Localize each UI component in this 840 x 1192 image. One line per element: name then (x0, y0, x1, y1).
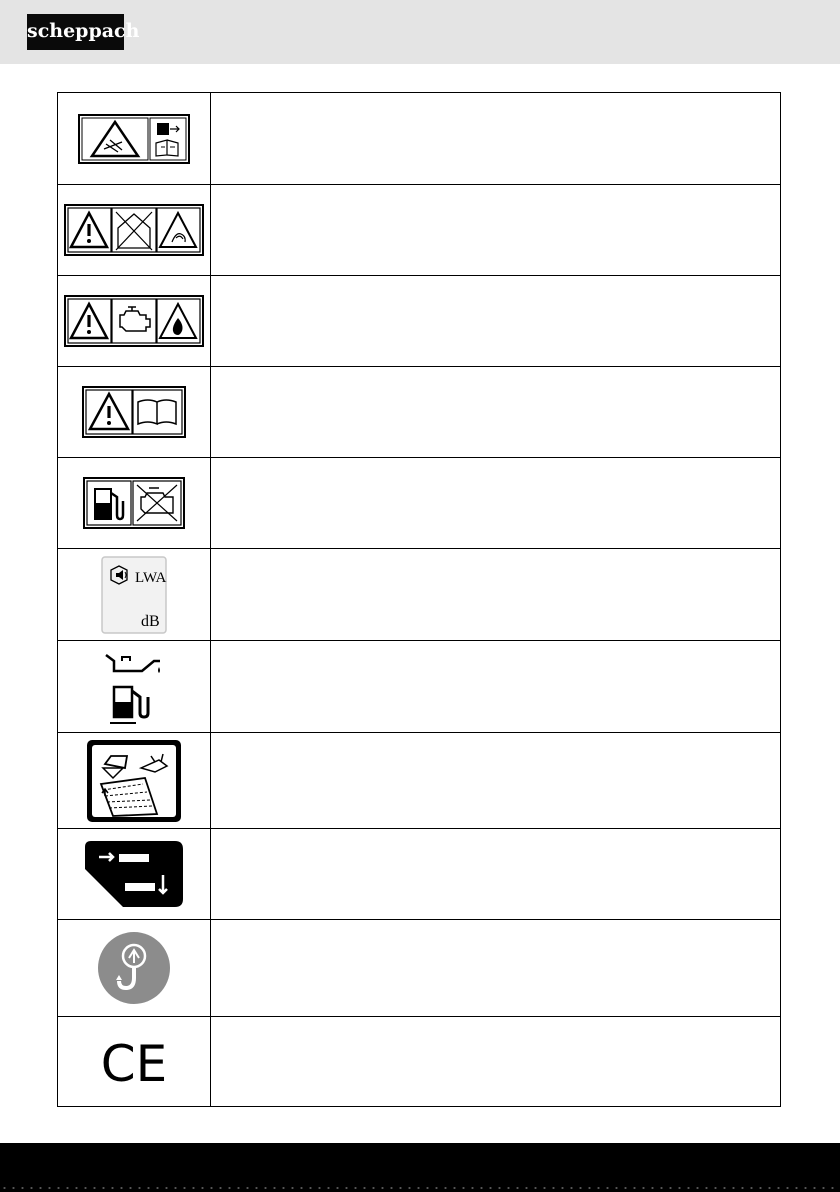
symbol-row (58, 93, 781, 185)
warning-hot-engine-fire-icon (64, 295, 204, 347)
symbol-description (211, 93, 781, 185)
db-label: dB (141, 612, 160, 630)
warning-read-manual-icon (82, 386, 186, 438)
ce-mark-icon (94, 1037, 174, 1087)
symbol-icon-cell (58, 93, 211, 185)
symbol-icon-cell (58, 458, 211, 549)
ce-mark-label: CE (100, 1036, 168, 1087)
footer-dot-pattern (0, 1186, 840, 1190)
symbol-row (58, 367, 781, 458)
warning-no-indoor-use-toxic-fumes-icon (64, 204, 204, 256)
symbol-icon-cell (58, 276, 211, 367)
fuel-pump-engine-off-icon (83, 477, 185, 529)
symbol-icon-cell (58, 920, 211, 1017)
page-header (0, 0, 840, 64)
symbol-row (58, 733, 781, 829)
symbol-icon-cell (58, 549, 211, 641)
page-footer (0, 1143, 840, 1192)
oil-can-fuel-pump-icon (102, 647, 166, 727)
fill-oil-level-icon (85, 738, 183, 824)
symbol-row (58, 458, 781, 549)
protective-equipment-read-manual-icon (78, 114, 190, 164)
symbol-description (211, 733, 781, 829)
symbol-description (211, 458, 781, 549)
symbol-row (58, 185, 781, 276)
symbols-table (57, 92, 781, 1107)
symbol-description (211, 276, 781, 367)
symbol-icon-cell (58, 367, 211, 458)
symbol-row (58, 549, 781, 641)
symbol-description (211, 185, 781, 276)
symbol-description (211, 549, 781, 641)
symbol-row (58, 641, 781, 733)
symbol-row (58, 1017, 781, 1107)
symbol-icon-cell (58, 733, 211, 829)
symbol-description (211, 829, 781, 920)
direction-arrows-sign-icon (83, 839, 185, 909)
symbol-icon-cell (58, 1017, 211, 1107)
symbol-description (211, 920, 781, 1017)
sound-power-level-icon (101, 556, 167, 634)
symbol-description (211, 367, 781, 458)
symbol-row (58, 920, 781, 1017)
symbol-row (58, 829, 781, 920)
symbol-description (211, 641, 781, 733)
scheppach-logo: scheppach (27, 14, 124, 50)
symbol-row (58, 276, 781, 367)
lifting-hook-icon (96, 930, 172, 1006)
lwa-label: LWA (135, 569, 167, 586)
symbol-icon-cell (58, 641, 211, 733)
symbol-icon-cell (58, 185, 211, 276)
symbol-icon-cell (58, 829, 211, 920)
symbol-description (211, 1017, 781, 1107)
